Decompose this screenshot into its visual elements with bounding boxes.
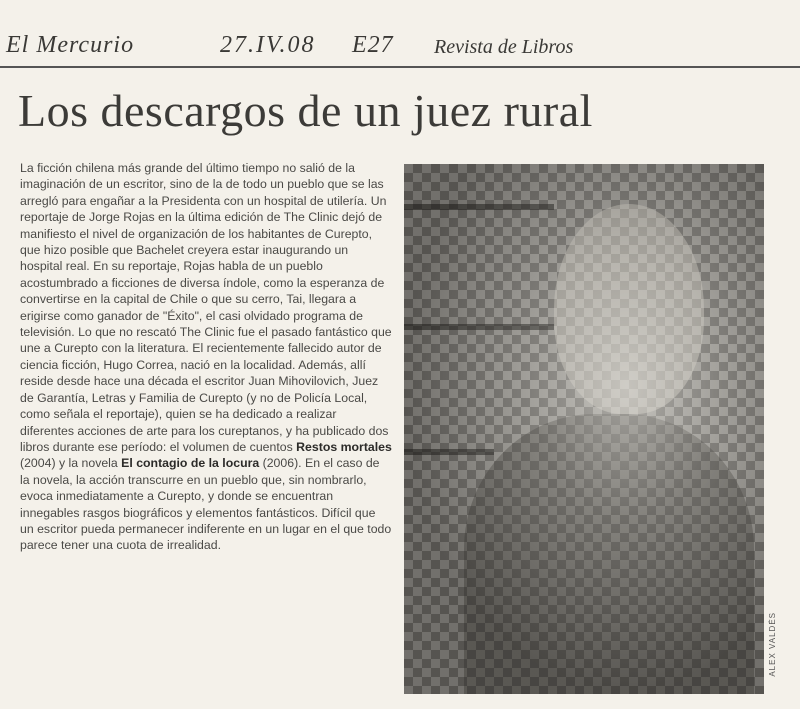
author-photo	[404, 164, 764, 694]
book-title-el-contagio: El contagio de la locura	[121, 456, 260, 471]
header-divider	[0, 66, 800, 68]
article-paragraph	[20, 160, 392, 554]
section-name: Revista de Libros	[434, 36, 574, 58]
article-body	[20, 160, 392, 554]
book-title-restos-mortales: Restos mortales	[296, 439, 392, 454]
article-headline: Los descargos de un juez rural	[18, 85, 593, 136]
clipping-header	[0, 28, 800, 68]
article-text-1: La ficción chilena más grande del último tiempo no salió de la imaginación de un escritor, sino de la de todo un pueblo que se las arregló para engañar a la Presidenta con un hospital de utilería. Un reportaje de Jorge Rojas en la última edición de The Clinic dejó de manifiesto el nivel de organización de los habitantes de Curepto, que hizo posible que Bachelet creyera estar inaugurando un hospital real. En su reportaje, Rojas habla de un pueblo acostumbrado a ficciones de diversa índole, como la esperanza de convertirse en la capital de Chile o que su cerro, Tai, llegara a erigirse como ganador de "Éxito", el casi olvidado programa de televisión. Lo que no rescató The Clinic fue el pasado fantástico que une a Curepto con la literatura. El recientemente fallecido autor de ciencia ficción, Hugo Correa, nació en la localidad. Además, allí reside desde hace una década el escritor Juan Mihovilovich, Juez de Garantía, Letras y Familia de Curepto (y no de Policía Local, como señala el reportaje), quien se ha dedicado a realizar diferentes acciones de arte para los cureptanos, y ha publicado dos libros durante ese período: el volumen de cuentos	[20, 161, 392, 454]
publication-date: 27.IV.08	[220, 32, 316, 58]
article-text-3: (2006). En el caso de la novela, la acción transcurre en un pueblo que, sin nombrarlo, evoca inmediatamente a Curepto, y donde se encuentran innegables rasgos biográficos y elementos fantásticos. Difícil que un escritor pueda permanecer indiferente en un lugar en el que todo parece tener una cuota de irrealidad.	[20, 456, 392, 553]
publication-name: El Mercurio	[6, 32, 135, 58]
page-number: E27	[352, 32, 394, 58]
photo-credit: ALEX VALDÉS	[768, 612, 777, 677]
article-text-2: (2004) y la novela	[20, 456, 122, 471]
photo-shading	[404, 164, 764, 694]
